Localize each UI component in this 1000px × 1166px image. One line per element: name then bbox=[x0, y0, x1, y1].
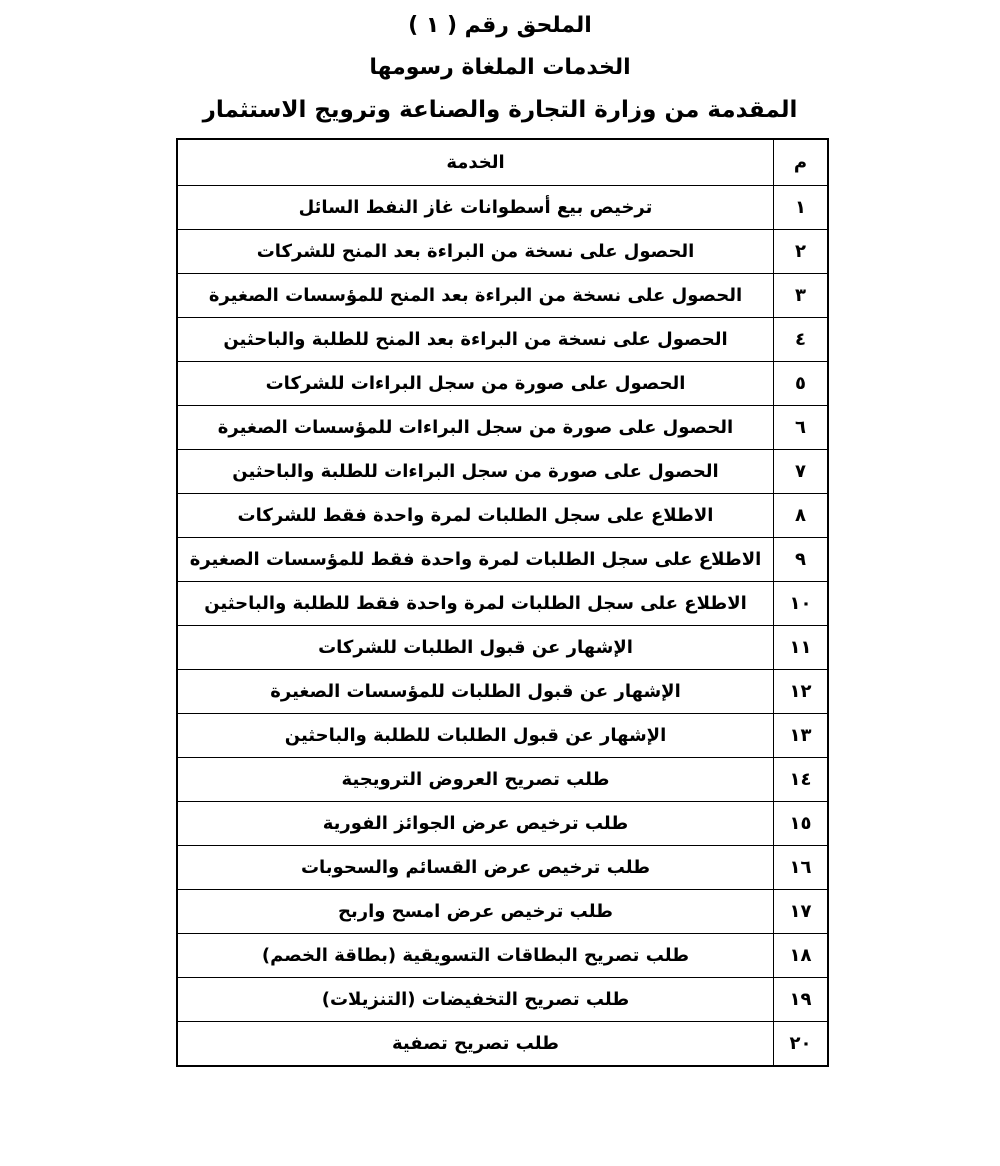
row-number: ٤ bbox=[774, 318, 829, 362]
document-subtitle: الخدمات الملغاة رسومها bbox=[369, 55, 631, 80]
document-header bbox=[0, 8, 1000, 124]
service-name: الحصول على صورة من سجل البراءات للمؤسسات الصغيرة bbox=[177, 406, 774, 450]
services-table bbox=[176, 138, 829, 1067]
row-number: ٨ bbox=[774, 494, 829, 538]
appendix-title: الملحق رقم ( ١ ) bbox=[408, 13, 592, 38]
row-number: ٧ bbox=[774, 450, 829, 494]
service-name: الحصول على صورة من سجل البراءات للطلبة والباحثين bbox=[177, 450, 774, 494]
row-number: ١ bbox=[774, 186, 829, 230]
table-row bbox=[177, 582, 828, 626]
table-row bbox=[177, 230, 828, 274]
service-name: الحصول على نسخة من البراءة بعد المنح للمؤسسات الصغيرة bbox=[177, 274, 774, 318]
table-row bbox=[177, 186, 828, 230]
service-name: الحصول على نسخة من البراءة بعد المنح للشركات bbox=[177, 230, 774, 274]
table-row bbox=[177, 890, 828, 934]
row-number: ١٩ bbox=[774, 978, 829, 1022]
row-number: ١٨ bbox=[774, 934, 829, 978]
table-row bbox=[177, 538, 828, 582]
service-name: الحصول على صورة من سجل البراءات للشركات bbox=[177, 362, 774, 406]
table-row bbox=[177, 406, 828, 450]
service-name: ترخيص بيع أسطوانات غاز النفط السائل bbox=[177, 186, 774, 230]
table-row bbox=[177, 274, 828, 318]
row-number: ١٧ bbox=[774, 890, 829, 934]
row-number: ٣ bbox=[774, 274, 829, 318]
row-number: ١٠ bbox=[774, 582, 829, 626]
service-name: طلب ترخيص عرض الجوائز الفورية bbox=[177, 802, 774, 846]
table-row bbox=[177, 318, 828, 362]
service-name: الاطلاع على سجل الطلبات لمرة واحدة فقط للطلبة والباحثين bbox=[177, 582, 774, 626]
table-row bbox=[177, 978, 828, 1022]
column-header-number: م bbox=[774, 139, 829, 186]
table-row bbox=[177, 670, 828, 714]
table-row bbox=[177, 758, 828, 802]
table-row bbox=[177, 494, 828, 538]
service-name: طلب ترخيص عرض امسح واربح bbox=[177, 890, 774, 934]
table-row bbox=[177, 626, 828, 670]
row-number: ٢ bbox=[774, 230, 829, 274]
table-row bbox=[177, 802, 828, 846]
table-row bbox=[177, 714, 828, 758]
table-header-row bbox=[177, 139, 828, 186]
row-number: ١١ bbox=[774, 626, 829, 670]
service-name: طلب ترخيص عرض القسائم والسحوبات bbox=[177, 846, 774, 890]
service-name: الإشهار عن قبول الطلبات للمؤسسات الصغيرة bbox=[177, 670, 774, 714]
service-name: الاطلاع على سجل الطلبات لمرة واحدة فقط للمؤسسات الصغيرة bbox=[177, 538, 774, 582]
service-name: طلب تصريح البطاقات التسويقية (بطاقة الخصم) bbox=[177, 934, 774, 978]
table-row bbox=[177, 846, 828, 890]
table-row bbox=[177, 362, 828, 406]
row-number: ١٣ bbox=[774, 714, 829, 758]
service-name: طلب تصريح التخفيضات (التنزيلات) bbox=[177, 978, 774, 1022]
service-name: الحصول على نسخة من البراءة بعد المنح للطلبة والباحثين bbox=[177, 318, 774, 362]
row-number: ٥ bbox=[774, 362, 829, 406]
table-row bbox=[177, 1022, 828, 1067]
row-number: ١٦ bbox=[774, 846, 829, 890]
service-name: الاطلاع على سجل الطلبات لمرة واحدة فقط للشركات bbox=[177, 494, 774, 538]
row-number: ٦ bbox=[774, 406, 829, 450]
service-name: طلب تصريح العروض الترويجية bbox=[177, 758, 774, 802]
row-number: ١٤ bbox=[774, 758, 829, 802]
service-name: طلب تصريح تصفية bbox=[177, 1022, 774, 1067]
ministry-title: المقدمة من وزارة التجارة والصناعة وترويج الاستثمار bbox=[202, 97, 798, 123]
row-number: ١٢ bbox=[774, 670, 829, 714]
row-number: ٩ bbox=[774, 538, 829, 582]
table-row bbox=[177, 450, 828, 494]
service-name: الإشهار عن قبول الطلبات للطلبة والباحثين bbox=[177, 714, 774, 758]
service-name: الإشهار عن قبول الطلبات للشركات bbox=[177, 626, 774, 670]
row-number: ١٥ bbox=[774, 802, 829, 846]
column-header-service: الخدمة bbox=[177, 139, 774, 186]
table-row bbox=[177, 934, 828, 978]
table-body bbox=[177, 186, 828, 1067]
row-number: ٢٠ bbox=[774, 1022, 829, 1067]
